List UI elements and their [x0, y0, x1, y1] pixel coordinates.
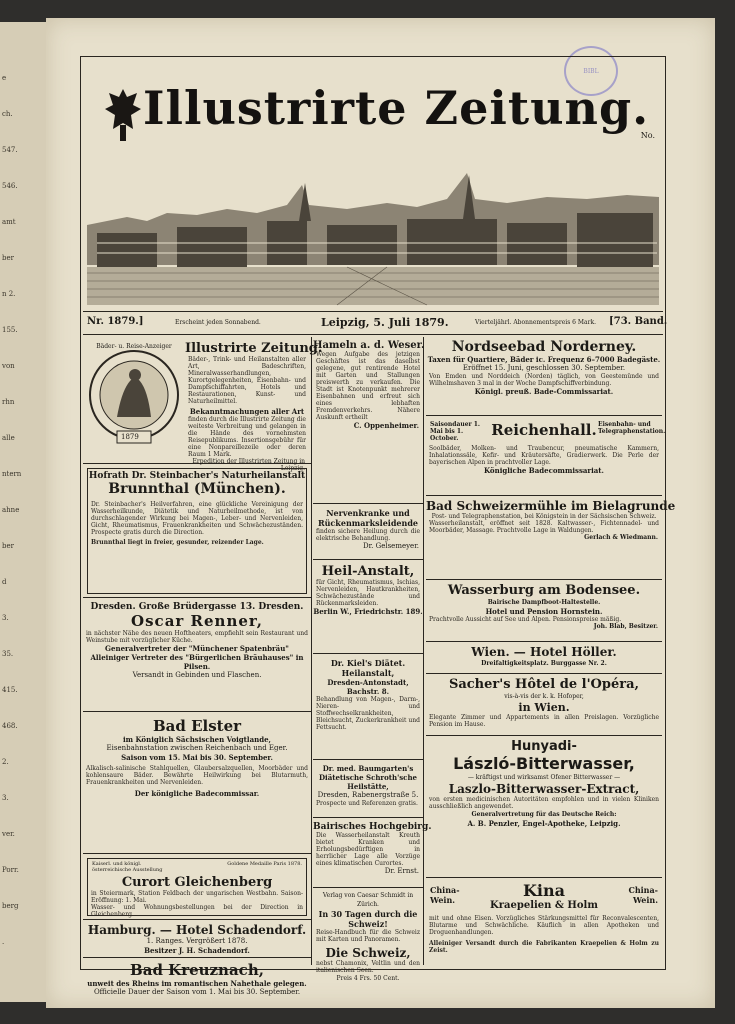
emblem-arc-text: Bäder- u. Reise-Anzeiger	[96, 343, 172, 350]
kina-foot: Alleiniger Versandt durch die Fabrikanten Kraepelien & Holm zu Zeist.	[429, 940, 659, 954]
hochgebirg-sign: Dr. Ernst.	[384, 867, 419, 875]
reichenhall-title: Reichenhall.	[491, 421, 597, 439]
left-page-fragment: e	[2, 74, 7, 82]
hameln-title: Hameln a. d. Weser.	[313, 340, 425, 351]
left-page-fragment: 415.	[2, 686, 18, 694]
laszlo-title-2: Laszlo-Bitterwasser-Extract,	[448, 782, 640, 796]
ad-gleichenberg	[83, 855, 311, 920]
renner-head: Dresden. Große Brüdergasse 13. Dresden.	[90, 602, 304, 612]
heil-text: für Gicht, Rheumatismus, Ischias, Nervenleiden, Hautkrankheiten, Schwächezustände und Rückenmarksleiden.	[316, 579, 420, 607]
kina-left: China-Wein.	[430, 885, 460, 905]
wasserburg-text: Prachtvolle Aussicht auf See und Alpen. Pensionspreise mäßig.	[429, 616, 622, 623]
left-page-fragment: 155.	[2, 326, 18, 334]
volume-number: [73. Band.	[609, 316, 668, 327]
masthead-title: Illustrirte Zeitung.	[143, 81, 650, 135]
hochgebirg-text: Die Wasserheilanstalt Kreuth bietet Kranken und Erholungsbedürftigen in herrlicher Lage alle Vorzüge eines klimatischen Curortes.	[316, 832, 420, 867]
left-page-fragment: 547.	[2, 146, 18, 154]
left-page-fragment: d	[2, 578, 7, 586]
schadendorf-text: 1. Ranges. Vergrößert 1878.	[146, 937, 248, 945]
schweiz-text-2: nebst Chamonix, Veltlin und den italienischen Seen.	[316, 960, 420, 974]
iz-ad-reference: Erpedition der Illustrirten Zeitung in Leipzig.	[192, 458, 305, 472]
ad-bad-elster	[83, 713, 311, 854]
reichenhall-left: Saisondauer 1. Mai bis 1. October.	[430, 421, 481, 442]
hoeller-subtitle: Dreifaltigkeitsplatz. Burggasse Nr. 2.	[481, 660, 607, 667]
elster-season: Saison vom 15. Mai bis 30. September.	[121, 753, 273, 762]
elster-text: Alkalisch-salinische Stahlquellen, Glaubersalzquellen, Moorbäder und kohlensaure Bäder. Bewährte Heilwirkung bei Blutarmuth, Frauenkrankheiten und Nervenleiden.	[86, 765, 308, 786]
laszlo-agent-name: A. B. Penzler, Engel-Apotheke, Leipzig.	[467, 819, 621, 828]
hoeller-title: Wien. — Hotel Höller.	[471, 645, 617, 659]
ad-hotel-hoeller	[426, 643, 662, 674]
ad-hameln	[313, 337, 423, 504]
norderney-title: Nordseebad Norderney.	[451, 339, 637, 355]
kreuznach-text: unweit des Rheins im romantischen Nahethale gelegen.	[87, 979, 307, 988]
kina-title: Kina	[523, 881, 565, 900]
renner-line-3: Versandt in Gebinden und Flaschen.	[132, 671, 262, 679]
renner-line-1: Generalvertreter der "Münchener Spatenbräu"	[105, 644, 289, 653]
nerven-title: Nervenkranke und Rückenmarksleidende	[317, 508, 419, 528]
gleichenberg-title: Curort Gleichenberg	[121, 875, 273, 890]
left-page-fragment: 3.	[2, 614, 9, 622]
norderney-sign: Königl. preuß. Bade-Commissariat.	[474, 387, 614, 396]
schweizermuehle-title: Bad Schweizermühle im Bielagrunde	[426, 499, 676, 513]
schweiz-title: In 30 Tagen durch die Schweiz!	[318, 909, 418, 929]
ad-kina-wein	[426, 879, 662, 1007]
left-page-fragment: ber	[2, 542, 14, 550]
ad-norderney	[426, 337, 662, 416]
laszlo-agent: Generalvertretung für das Deutsche Reich:	[471, 811, 617, 818]
kiel-title: Dr. Kiel's Diätet. Heilanstalt,	[330, 658, 406, 678]
sacher-title: Sacher's Hôtel de l'Opéra,	[448, 677, 640, 692]
masthead	[83, 59, 663, 309]
wasserburg-title: Wasserburg am Bodensee.	[447, 583, 641, 598]
left-page-fragment: 3.	[2, 794, 9, 802]
schweiz-title-2: Die Schweiz,	[325, 946, 411, 960]
column-left	[83, 337, 323, 996]
ad-illustrirte-zeitung	[83, 337, 323, 472]
ad-laszlo-bitterwasser	[426, 737, 662, 878]
sacher-text: Elegante Zimmer und Appartements in allen Preislagen. Vorzügliche Pension im Hause.	[429, 714, 659, 728]
ad-oscar-renner	[83, 599, 311, 712]
heil-address: Berlin W., Friedrichstr. 189.	[313, 607, 423, 616]
sacher-city: in Wien.	[518, 701, 570, 714]
ad-baumgarten	[313, 761, 423, 818]
iz-ad-subtitle: Bekanntmachungen aller Art	[189, 407, 305, 416]
ad-nervenkranke	[313, 505, 423, 560]
iz-ad-fineprint: finden durch die Illustrirte Zeitung die weiteste Verbreitung und gelangen in die Hände des vornehmsten Reisepublikums. Insertionsgebühr für eine Nonpareillezeile oder deren Raum 1 Mark.	[188, 416, 306, 458]
laszlo-pre: Hunyadi-	[511, 739, 577, 754]
left-page-fragment: von	[2, 362, 15, 370]
ad-brunnthal	[83, 465, 311, 598]
nerven-text: finden sichere Heilung durch die elektrische Behandlung.	[316, 528, 420, 542]
subscription-price: Vierteljährl. Abonnementspreis 6 Mark.	[475, 319, 597, 326]
gleichenberg-right-note: Goldene Medaille Paris 1878.	[227, 861, 302, 867]
city-panorama-engraving	[87, 155, 659, 305]
laszlo-text: von ersten medicinischen Autoritäten empfohlen und in vielen Kliniken ausschließlich angewendet.	[429, 796, 659, 810]
left-page-fragment: ahne	[2, 506, 20, 514]
column-middle	[313, 337, 432, 982]
norderney-line-2: Eröffnet 15. Juni, geschlossen 30. September.	[462, 364, 626, 372]
schadendorf-owner: Besitzer J. H. Schadendorf.	[144, 946, 250, 955]
hameln-text: Wegen Aufgabe des jetzigen Geschäftes ist das daselbst gelegene, gut rentirende Hotel mit Garten und Stallungen preiswerth zu verkaufen. Die Stadt ist Knotenpunkt mehrerer Eisenbahnen und erfreut sich eines lebhaften Fremdenverkehrs. Nähere Auskunft ertheilt	[316, 351, 420, 421]
heil-title: Heil-Anstalt,	[321, 564, 415, 579]
masthead-issue: No.	[640, 131, 655, 140]
left-page-fragment: 468.	[2, 722, 18, 730]
norderney-text: Von Emden und Norddeich (Norden) täglich, von Geestemünde und Wilhelmshaven 3 mal in der Woche Dampfschiffverbindung.	[429, 373, 659, 387]
left-page-fragment: Porr.	[2, 866, 19, 874]
left-page-fragment: 35.	[2, 650, 14, 658]
left-page-fragment: alle	[2, 434, 15, 442]
baumgarten-subtitle: Dresden, Rabenergstraße 5.	[317, 791, 419, 799]
place-and-date: Leipzig, 5. Juli 1879.	[321, 316, 449, 329]
ad-reichenhall	[426, 417, 666, 496]
wasserburg-hotel: Hotel und Pension Hornstein.	[485, 607, 603, 616]
wasserburg-sign: Joh. Blab, Besitzer.	[593, 623, 658, 630]
renner-text: in nächster Nähe des neuen Hoftheaters, empfiehlt sein Restaurant und Weinstube mit vorzüglicher Küche.	[86, 630, 308, 644]
emblem-year: 1879	[121, 433, 139, 441]
newspaper-page	[46, 18, 715, 1008]
left-page-fragment: 546.	[2, 182, 18, 190]
ad-schweizermuehle	[426, 497, 676, 580]
elster-title: Bad Elster	[152, 717, 242, 735]
laszlo-subtitle: — kräftigst und wirksamst Ofener Bitterwasser —	[467, 774, 621, 781]
elster-subtitle: im Königlich Sächsischen Voigtlande,	[123, 735, 271, 744]
baumgarten-title: Dr. med. Baumgarten's Diätetische Schroth'sche Heilstätte,	[318, 764, 417, 791]
eagle-crest-icon	[103, 85, 143, 145]
reichenhall-foot: Königliche Badecommissariat.	[484, 466, 604, 475]
left-page-fragment: ntern	[2, 470, 22, 478]
left-page-fragment: n 2.	[2, 290, 16, 298]
schweizermuehle-text: Wasserheilanstalt, eröffnet seit 1828. Kaltwasser-, Fichtennadel- und Moorbäder, Massage. Prachtvolle Lage in Waldungen.	[429, 520, 659, 534]
left-page-fragment: ber	[2, 254, 14, 262]
left-page-fragment: 2.	[2, 758, 9, 766]
left-page-fragment: ver.	[2, 830, 15, 838]
kreuznach-season: Officielle Dauer der Saison vom 1. Mai bis 30. September.	[93, 988, 301, 996]
wasserburg-subtitle: Bairische Dampfboot-Haltestelle.	[487, 599, 601, 606]
reichenhall-text: Soolbäder, Molken- und Traubencur, pneumatische Kammern, Inhalationssäle, Kefir- und Kräutersäfte, Gradierwerk. Die Perle der bayerischen Alpen in prachtvoller Lage.	[429, 445, 659, 466]
ad-wasserburg	[426, 581, 662, 642]
gleichenberg-left-note: Kaiserl. und königl. österreichische Ausstellung	[92, 861, 163, 873]
schweiz-price: Preis 4 Frs. 50 Cent.	[336, 975, 400, 982]
kina-text: mit und ohne Eisen. Vorzügliches Stärkungsmittel für Reconvalescenten, Blutarme und Schwächliche. Käuflich in allen Apotheken und Droguenhandlungen.	[429, 915, 659, 936]
kina-subtitle: Kraepelien & Holm	[490, 900, 598, 911]
norderney-line-1: Taxen für Quartiere, Bäder ic. Frequenz 6–7000 Badegäste.	[427, 355, 661, 364]
brunnthal-title-2: Brunnthal (München).	[108, 481, 286, 497]
iz-ad-text: Bäder-, Trink- und Heilanstalten aller Art, Badeschriften, Mineralwasserhandlungen, Kurortgelegenheiten, Eisenbahn- und Dampfschiffahrten, Hotels und Restaurationen, Kunst- und Naturheilmittel.	[188, 356, 306, 405]
schadendorf-title: Hamburg. — Hotel Schadendorf.	[87, 923, 307, 937]
issue-number: Nr. 1879.]	[87, 316, 144, 327]
left-page-fragment: amt	[2, 218, 16, 226]
hochgebirg-title: Bairisches Hochgebirg.	[313, 822, 432, 832]
schweizermuehle-sign: Gerlach & Wiedmann.	[584, 534, 658, 541]
ad-dr-kiel	[313, 655, 423, 760]
gleichenberg-text: in Steiermark, Station Feldbach der ungarischen Westbahn. Saison-Eröffnung: 1. Mai.	[91, 890, 303, 904]
brunnthal-text: Dr. Steinbacher's Heilverfahren, eine glückliche Vereinigung der Wasserheilkunde, Diätetik und Naturheilmethode, ist von durchschlagender Wirkung bei Magen-, Leber- und Nervenleiden, Gicht, Rheumatismus, Frauenkrankheiten und Schwächezuständen. Prospecte gratis durch die Direction.	[91, 501, 303, 536]
schweiz-publisher: Verlag von Caesar Schmidt in Zürich.	[322, 892, 414, 908]
ad-hotel-schadendorf	[83, 921, 311, 958]
hameln-sign: C. Oppenheimer.	[353, 421, 419, 430]
left-page-fragment: berg	[2, 902, 19, 910]
ad-die-schweiz	[313, 889, 423, 1007]
ad-bairisches-hochgebirg	[313, 819, 432, 888]
left-page-fragment: .	[2, 938, 5, 946]
elster-line: Eisenbahnstation zwischen Reichenbach und Eger.	[106, 744, 288, 752]
ad-hotel-sacher	[426, 675, 662, 736]
iz-ad-title: Illustrirte Zeitung.	[185, 341, 323, 356]
column-right	[426, 337, 676, 965]
page-frame	[80, 56, 676, 996]
stamp-text: BIBL	[583, 67, 599, 75]
baumgarten-text: Prospecte und Referenzen gratis.	[316, 800, 418, 807]
brunnthal-foot: Brunnthal liegt in freier, gesunder, reizender Lage.	[91, 539, 264, 546]
publication-frequency: Erscheint jeden Sonnabend.	[175, 319, 261, 326]
laszlo-title: László-Bitterwasser,	[453, 754, 635, 773]
kiel-text: Behandlung von Magen-, Darm-, Nieren- und Stoffwechselkrankheiten, Bleichsucht, Zuckerkrankheit und Fettsucht.	[316, 696, 420, 731]
schweiz-text: Reise-Handbuch für die Schweiz mit Karten und Panoramen.	[316, 929, 420, 943]
reichenhall-right: Eisenbahn- und Telegraphenstation.	[598, 421, 666, 435]
schweizermuehle-subtitle: Post- und Telegraphenstation, bei Königstein in der Sächsischen Schweiz.	[431, 513, 657, 520]
ad-heil-anstalt	[313, 561, 423, 654]
kiel-subtitle: Dresden-Antonstadt, Bachstr. 8.	[327, 678, 409, 696]
brunnthal-title-1: Hofrath Dr. Steinbacher's Naturheilanstalt	[88, 471, 306, 481]
left-page-fragment: ch.	[2, 110, 13, 118]
renner-line-2: Alleiniger Vertreter des "Bürgerlichen Bräuhauses" in Pilsen.	[90, 653, 304, 671]
ad-bad-kreuznach	[83, 959, 311, 1009]
nerven-sign: Dr. Gelsemeyer.	[362, 542, 419, 550]
kreuznach-title: Bad Kreuznach,	[130, 961, 264, 979]
gleichenberg-foot: Wasser- und Wohnungsbestellungen bei der Direction in Gleichenberg.	[91, 904, 303, 918]
kina-right: China-Wein.	[628, 885, 658, 905]
sacher-subtitle: vis-à-vis der k. k. Hofoper,	[504, 693, 584, 700]
left-page-edge	[0, 22, 48, 1002]
dateline-bar	[83, 311, 668, 335]
renner-name: Oscar Renner,	[131, 612, 263, 630]
elster-sign: Der königliche Badecommissar.	[134, 789, 260, 798]
left-page-fragment: rhn	[2, 398, 15, 406]
